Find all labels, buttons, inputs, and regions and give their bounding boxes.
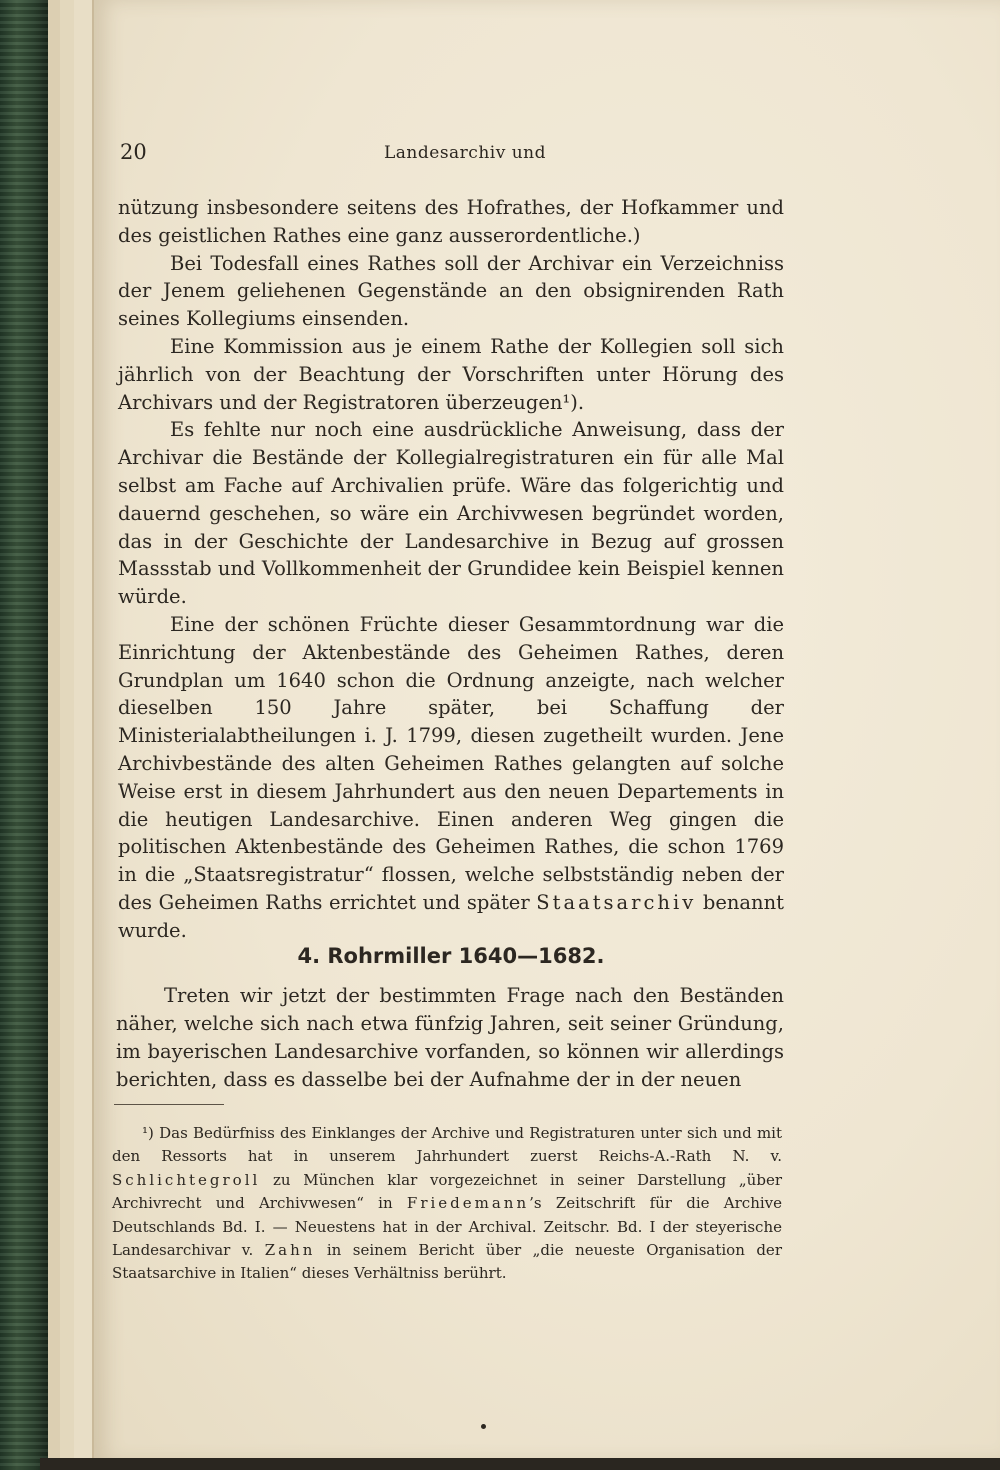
paragraph-text: Eine der schönen Früchte dieser Gesammtordnung war die Einrichtung der Aktenbestände des Geheimen Rathes, deren Grundplan um 1640 schon die Ordnung anzeigte, nach welcher dieselben 150 Jahre später, bei Schaffung der Ministerialabtheilungen i. J. 1799, diesen zugetheilt wurden. Jene Archivbestände des alten Geheimen Rathes gelangten auf solche Weise erst in diesem Jahrhundert aus den neuen Departements in die heutigen Landesarchive. Einen anderen Weg gingen die politischen Aktenbestände des Geheimen Rathes, die schon 1769 in die „Staatsregistratur“ flossen, welche selbstständig neben der des Geheimen Raths errichtet und später <box>118 612 784 914</box>
running-title: Landesarchiv und <box>384 143 546 163</box>
paragraph: Es fehlte nur noch eine ausdrückliche Anweisung, dass der Archivar die Bestände der Kollegialregistraturen ein für alle Mal selbst am Fache auf Archivalien prüfe. Wäre das folgerichtig und dauernd geschehen, so wäre ein Archivwesen begründet worden, das in der Geschichte der Landesarchive in Bezug auf grossen Massstab und Vollkommenheit der Grundidee kein Beispiel kennen würde. <box>118 418 784 609</box>
footnote-text: ¹) Das Bedürfniss des Einklanges der Archive und Registraturen unter sich und mit den Ressorts hat in unserem Jahrhundert zuerst Reichs-A.-Rath N. v. <box>112 1124 782 1166</box>
page-bottom-edge <box>40 1458 1000 1470</box>
main-text <box>118 194 784 945</box>
book-spine <box>0 0 48 1470</box>
paragraph: Treten wir jetzt der bestimmten Frage nach den Beständen näher, welche sich nach etwa fünfzig Jahren, seit seiner Gründung, im bayerischen Landesarchive vorfanden, so können wir allerdings berichten, dass es dasselbe bei der Aufnahme der in der neuen <box>116 984 784 1091</box>
ink-dot <box>481 1424 486 1429</box>
spaced-name: Schlichtegroll <box>112 1170 261 1189</box>
section-heading: 4. Rohrmiller 1640—1682. <box>297 944 605 968</box>
spaced-name: Zahn <box>264 1241 316 1260</box>
spaced-term: Staatsarchiv <box>536 890 697 914</box>
spaced-name: Friedemann <box>406 1194 530 1213</box>
footnote-text: in seinem Bericht über „die neueste Organisation der Staatsarchive in Italien“ dieses Verhältniss berührt. <box>112 1241 782 1283</box>
footnote-divider <box>114 1104 224 1105</box>
footnote <box>112 1122 782 1286</box>
paragraph <box>118 611 784 945</box>
section-text <box>116 982 784 1094</box>
paragraph-text: benannt wurde. <box>118 890 784 942</box>
footnote-text: ’s Zeitschrift für die Archive Deutschlands Bd. I. — Neuestens hat in der Archival. Zeitschr. Bd. I der steyerische Landesarchivar v. <box>112 1194 782 1260</box>
paragraph: nützung insbesondere seitens des Hofrathes, der Hofkammer und des geistlichen Rathes eine ganz ausserordentliche.) <box>118 196 784 247</box>
footnote-text: zu München klar vorgezeichnet in seiner Darstellung „über Archivrecht und Archivwesen“ in <box>112 1170 782 1213</box>
page-number: 20 <box>120 140 147 164</box>
running-header <box>120 140 780 170</box>
paragraph: Bei Todesfall eines Rathes soll der Archivar ein Verzeichniss der Jenem geliehenen Gegenstände an den obsignirenden Rath seines Kollegiums einsenden. <box>118 251 784 331</box>
paragraph: Eine Kommission aus je einem Rathe der Kollegien soll sich jährlich von der Beachtung der Vorschriften unter Hörung des Archivars und der Registratoren überzeugen¹). <box>118 334 784 414</box>
